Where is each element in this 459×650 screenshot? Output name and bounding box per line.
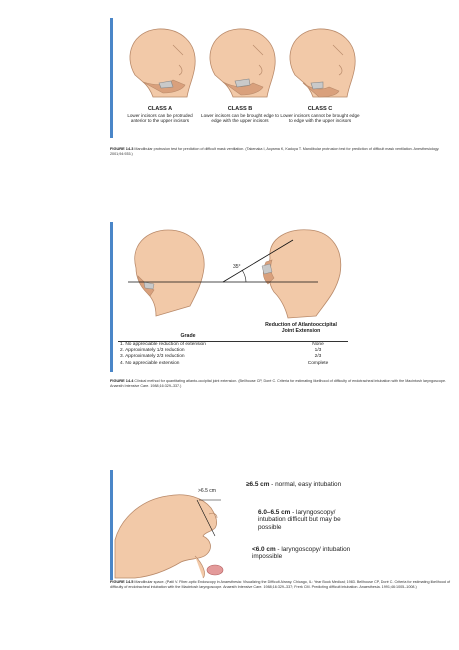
measure-impossible [252, 546, 352, 561]
measure-impossible-value: <6.0 cm [252, 546, 276, 553]
table-row [120, 361, 348, 367]
measure-normal-value: ≥6.5 cm [246, 481, 270, 488]
measure-difficult-text: - laryngoscopy/ intubation difficult but may be possible [258, 509, 341, 531]
reduction-value: 1/3 [314, 348, 322, 354]
measure-difficult-value: 6.0–6.5 cm [258, 509, 291, 516]
grade-table [120, 342, 348, 367]
measure-label: >6.5 cm [198, 488, 216, 494]
measure-impossible-text: - laryngoscopy/ intubation impossible [252, 546, 351, 561]
reduction-value: None [312, 342, 324, 347]
reduction-column-header: Reduction of Atlantooccipital Joint Extension [265, 322, 337, 334]
figure-14-3-label: FIGURE 14.3 [110, 146, 134, 151]
figure-14-5-caption-block [110, 580, 455, 589]
class-b-head-illustration [193, 25, 283, 100]
grade-text: 4. No appreciable extension [120, 360, 180, 366]
class-c-description: Lower incisors cannot be brought edge to edge with the upper incisors [280, 113, 360, 124]
figure-14-3-caption: Mandibular protrusion test for prediction of difficult mask ventilation. (Takenaka I, Aoyama K, Kadoya T. Mandibular protrusion test for prediction of difficult mask ventilation. Anesthesiology. 2001;94:935.) [110, 147, 440, 156]
class-b-description: Lower incisors can be brought edge to edge with the upper incisors [201, 113, 279, 124]
mandibular-space-head-illustration [115, 478, 235, 578]
class-b-title: CLASS B [227, 106, 253, 112]
angle-label: 35° [233, 264, 241, 270]
figure-14-5-label: FIGURE 14.5 [110, 579, 134, 584]
figure-14-4-caption-block [110, 379, 455, 388]
reduction-value: 2/3 [314, 354, 322, 360]
class-a-head-illustration [113, 25, 203, 100]
figure-14-5-frame-left [110, 470, 113, 580]
figure-14-4-caption: Clinical method for quantitating atlanto-occipital joint extension. (Bellhouse CP, Doré C. Criteria for estimating likelihood of difficulty of endotracheal intubation with the Macintosh laryngoscope. Anaesth Intensive Care. 1988;16:329–337.) [110, 379, 447, 388]
grade-text: 2. Approximately 1/3 reduction [120, 348, 185, 354]
grade-text: 3. Approximately 2/3 reduction [120, 354, 185, 360]
measure-difficult [258, 509, 354, 531]
measure-normal-text: - normal, easy intubation [269, 481, 342, 488]
class-c-title: CLASS C [307, 106, 333, 112]
reduction-value: Complete [307, 360, 329, 366]
figure-14-4-label: FIGURE 14.4 [110, 378, 134, 383]
grade-column-header: Grade [180, 333, 196, 339]
class-a-description: Lower incisors can be protruded anterior to the upper incisors [127, 113, 193, 124]
figure-14-5-caption: Mandibular space. (Patil V. Fiber-optic Endoscopy in Anaesthesia: Visualizing the Difficult Airway. Chicago, IL: Year Book Medical; 1983. Bellhouse CP, Doré C. Criteria for estimating likelihood of difficulty of endotracheal intubation with the Macintosh laryngoscope. Anaesth Intensive Care. 1988;16:329–337; Frerk CM. Predicting difficult intubation. Anaesthesia. 1991;46:1005–1008.) [110, 580, 451, 589]
measure-normal [246, 481, 351, 488]
angle-reference-lines [128, 240, 328, 320]
class-c-head-illustration [273, 25, 363, 100]
class-a-title: CLASS A [147, 106, 173, 112]
grade-text: 1. No appreciable reduction of extension [120, 342, 206, 347]
figure-14-4-frame-left [110, 222, 113, 372]
figure-14-3-caption-block [110, 147, 455, 156]
